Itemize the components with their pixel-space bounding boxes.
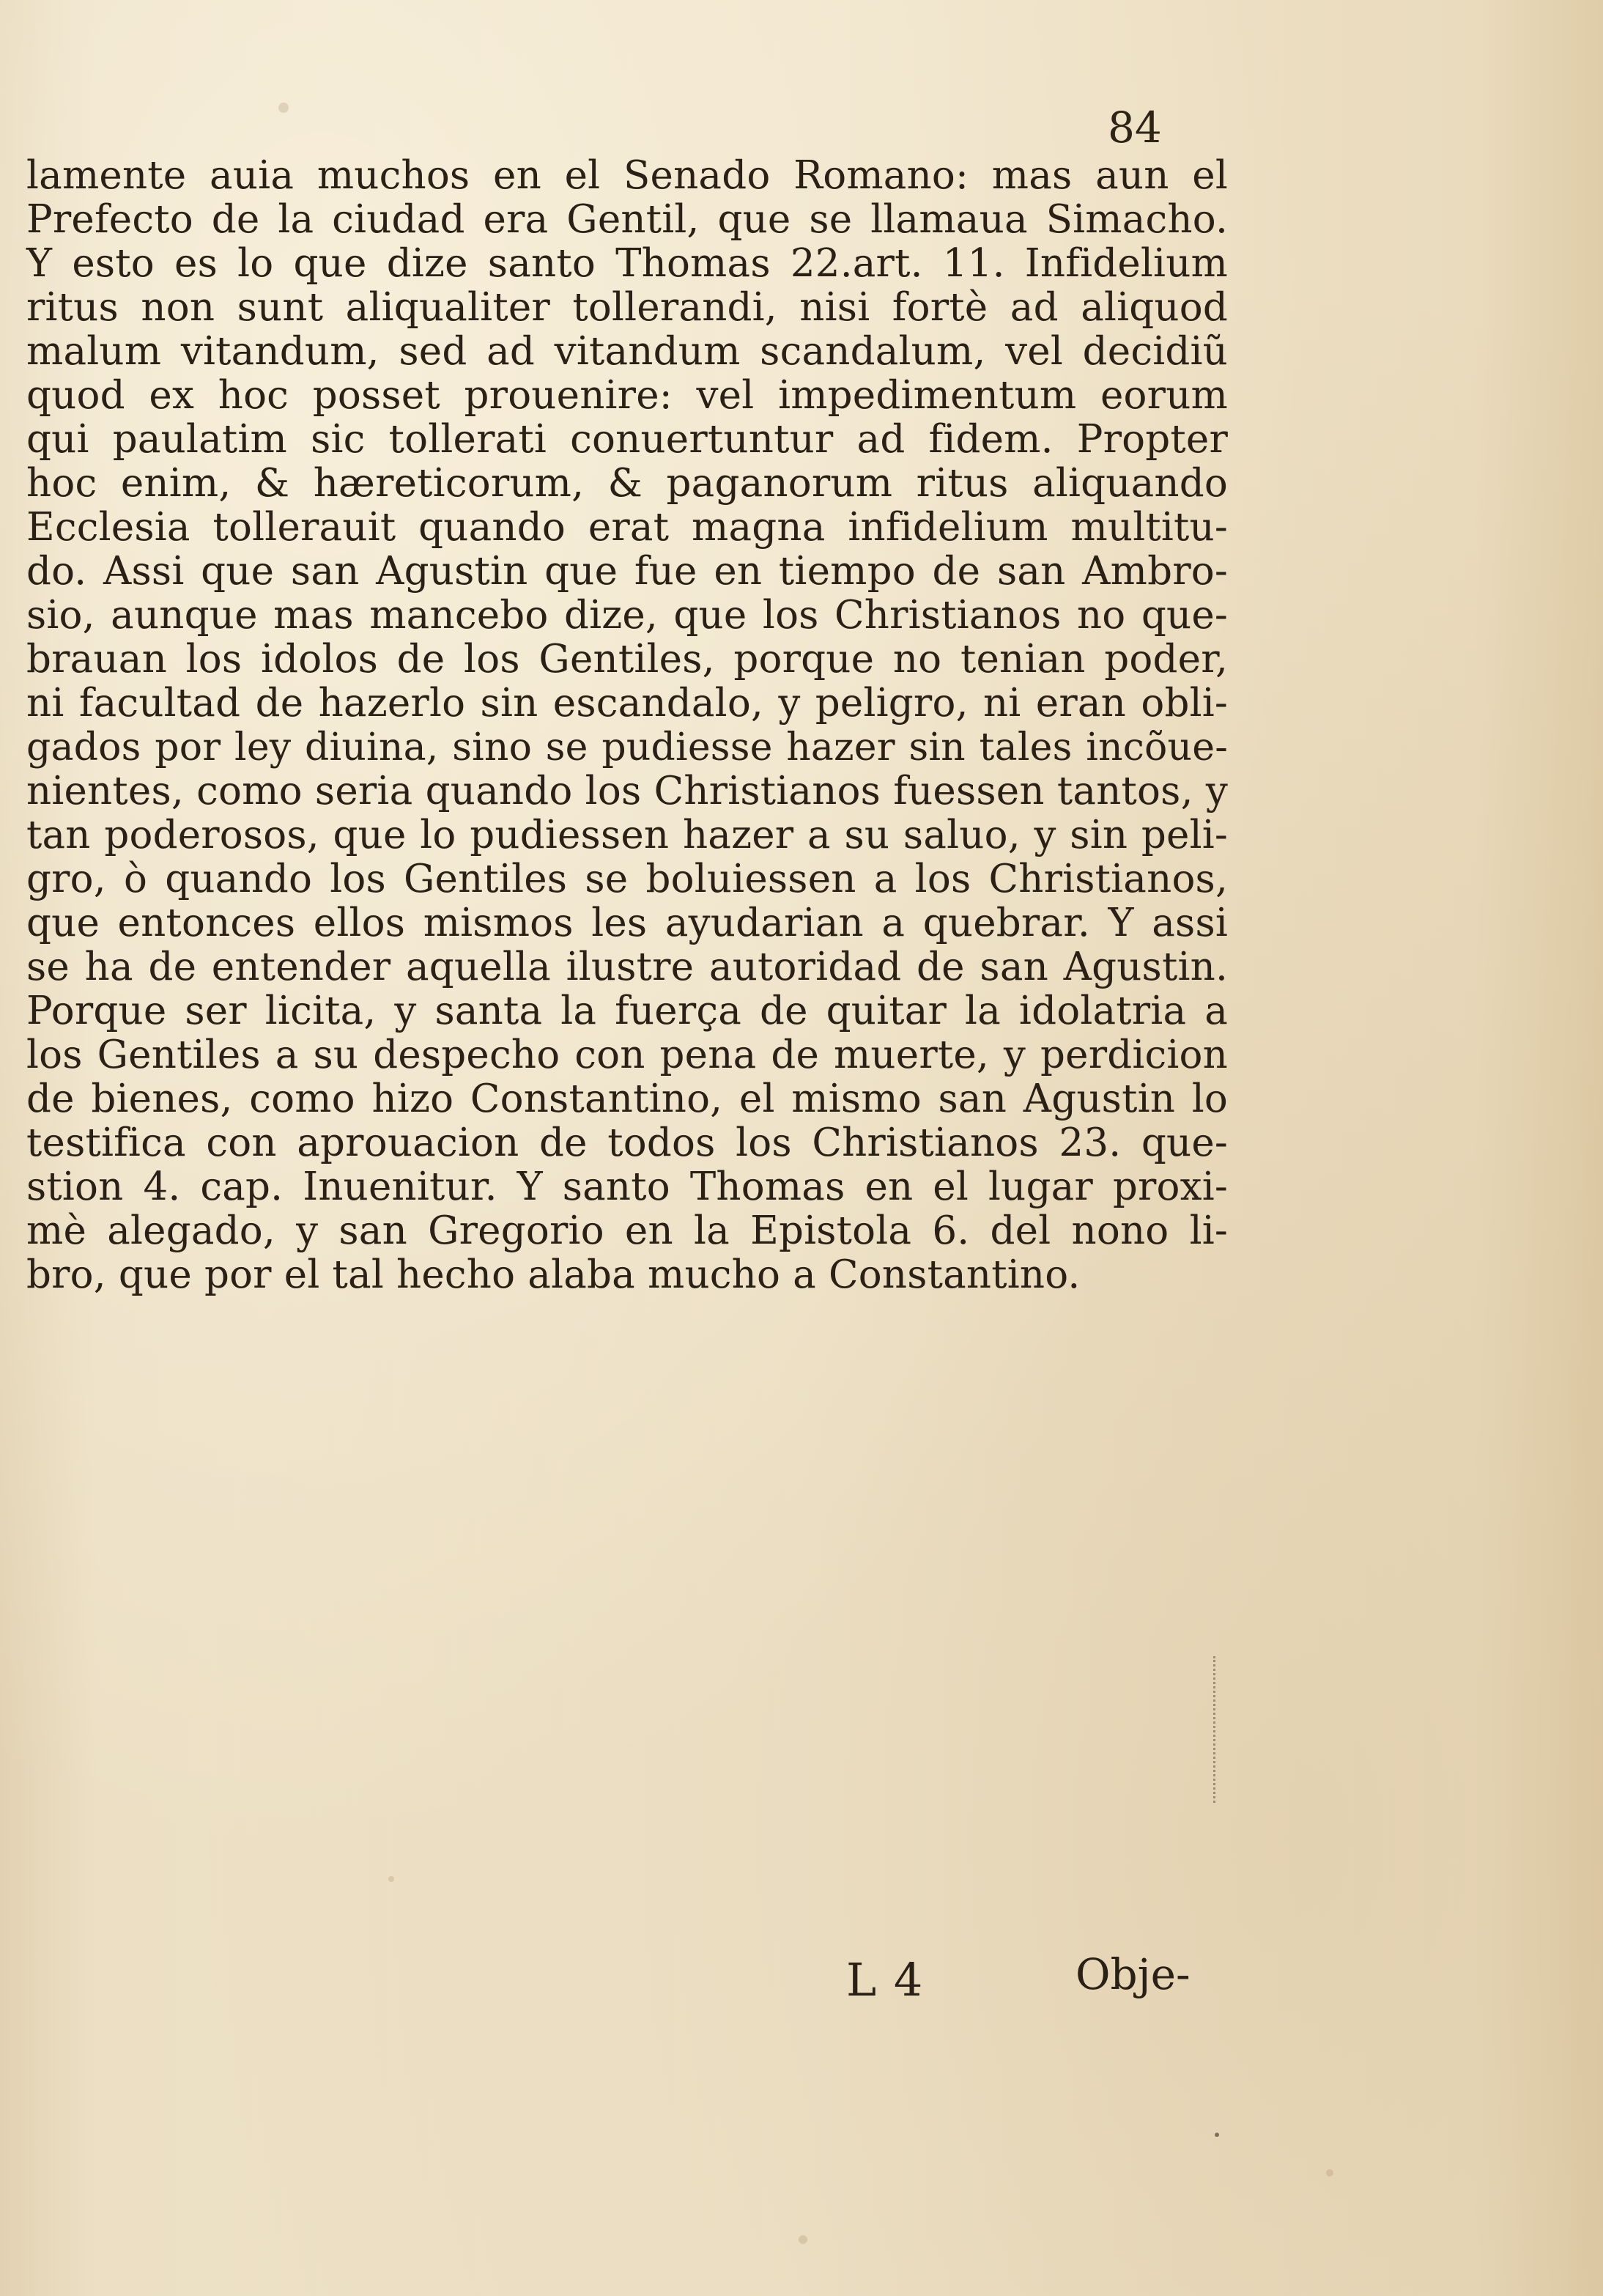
text-line: Y esto es lo que dize santo Thomas 22.art. 11. Infidelium	[26, 241, 1228, 286]
text-line: ni facultad de hazerlo sin escandalo, y peligro, ni eran obli-	[26, 681, 1228, 726]
page-number: 84	[1108, 103, 1162, 152]
margin-marks	[1213, 1656, 1230, 1803]
foxing-spot	[278, 103, 289, 113]
text-line: de bienes, como hizo Constantino, el mismo san Agustin lo	[26, 1077, 1228, 1121]
text-line: qui paulatim sic tollerati conuertuntur ad fidem. Propter	[26, 417, 1228, 462]
body-text	[26, 154, 1228, 1297]
text-line: sio, aunque mas mancebo dize, que los Christianos no que-	[26, 593, 1228, 638]
text-line: que entonces ellos mismos les ayudarian a quebrar. Y assi	[26, 901, 1228, 945]
text-line: Ecclesia tollerauit quando erat magna infidelium multitu-	[26, 505, 1228, 550]
margin-dot	[1215, 2133, 1219, 2137]
text-line: se ha de entender aquella ilustre autoridad de san Agustin.	[26, 945, 1228, 989]
text-line: gro, ò quando los Gentiles se boluiessen a los Christianos,	[26, 857, 1228, 901]
text-line: tan poderosos, que lo pudiessen hazer a su saluo, y sin peli-	[26, 813, 1228, 857]
catchword: Obje-	[1076, 1949, 1191, 1999]
foxing-spot	[799, 2235, 807, 2244]
text-line: stion 4. cap. Inuenitur. Y santo Thomas en el lugar proxi-	[26, 1164, 1228, 1209]
text-line: brauan los idolos de los Gentiles, porque no tenian poder,	[26, 637, 1228, 682]
text-line: testifica con aprouacion de todos los Christianos 23. que-	[26, 1121, 1228, 1165]
text-line: Prefecto de la ciudad era Gentil, que se llamaua Simacho.	[26, 197, 1228, 242]
text-line: bro, que por el tal hecho alaba mucho a Constantino.	[26, 1252, 1081, 1297]
text-line: quod ex hoc posset prouenire: vel impedimentum eorum	[26, 373, 1228, 418]
text-line: hoc enim, & hæreticorum, & paganorum ritus aliquando	[26, 461, 1228, 506]
text-line: lamente auia muchos en el Senado Romano: mas aun el	[26, 153, 1228, 198]
signature-mark: L 4	[846, 1953, 925, 2007]
text-line: nientes, como seria quando los Christianos fuessen tantos, y	[26, 769, 1228, 813]
text-line: los Gentiles a su despecho con pena de muerte, y perdicion	[26, 1033, 1228, 1077]
foxing-spot	[388, 1876, 394, 1882]
foxing-spot	[1326, 2169, 1333, 2177]
text-line: do. Assi que san Agustin que fue en tiempo de san Ambro-	[26, 549, 1228, 594]
text-line: Porque ser licita, y santa la fuerça de quitar la idolatria a	[26, 989, 1228, 1033]
text-line: malum vitandum, sed ad vitandum scandalum, vel decidiũ	[26, 329, 1228, 374]
text-line: mè alegado, y san Gregorio en la Epistola 6. del nono li-	[26, 1208, 1228, 1253]
text-line: gados por ley diuina, sino se pudiesse hazer sin tales incõue-	[26, 726, 1228, 769]
text-line: ritus non sunt aliqualiter tollerandi, nisi fortè ad aliquod	[26, 285, 1228, 330]
